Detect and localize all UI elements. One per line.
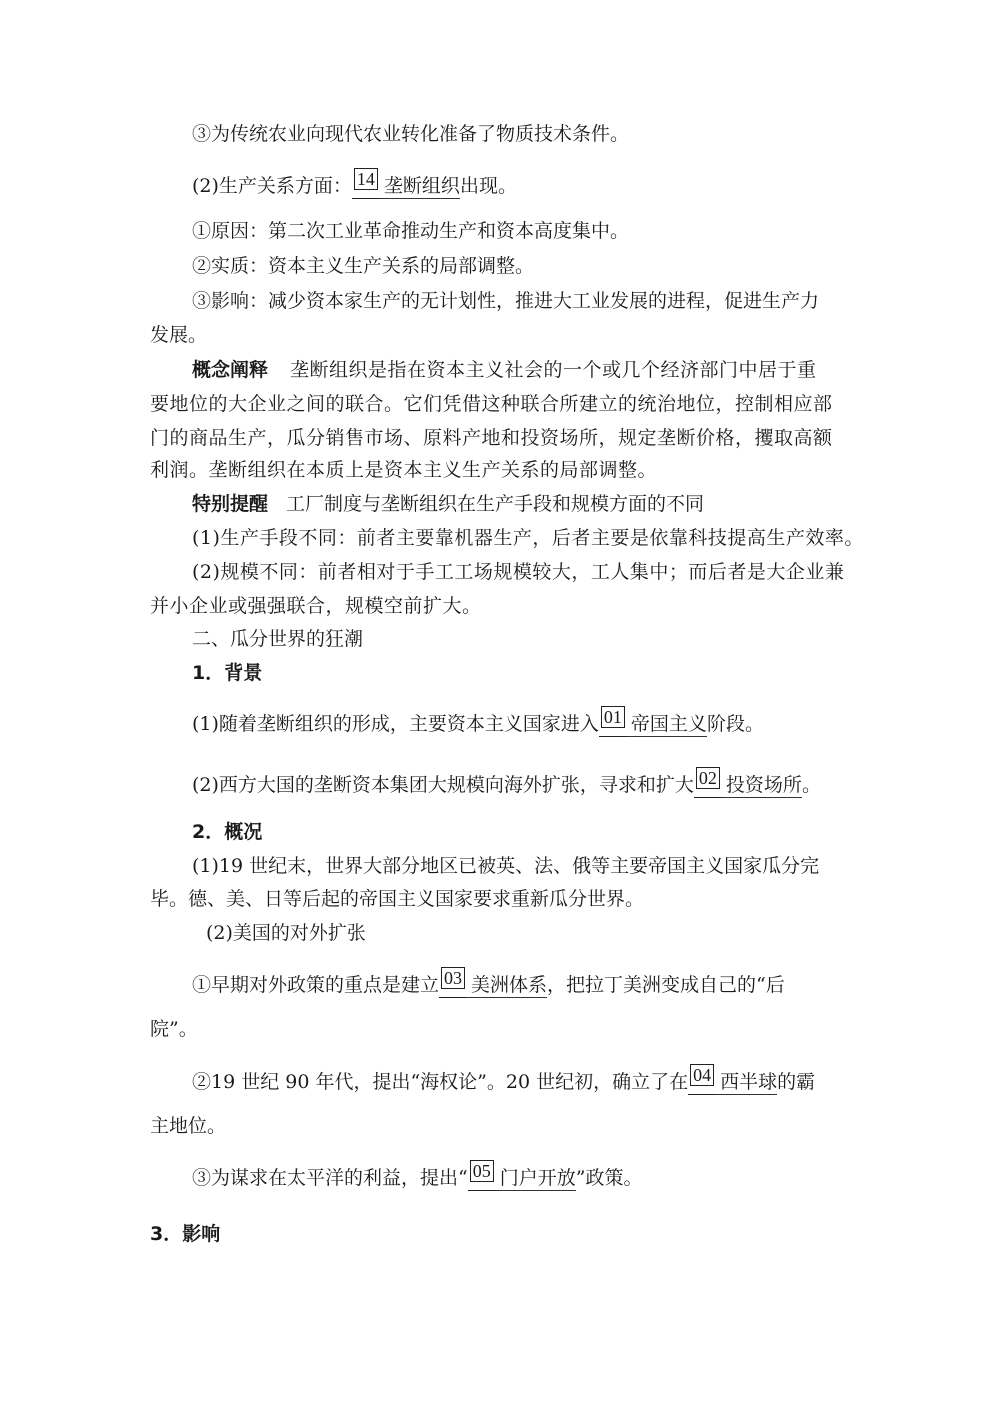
subheading-impact: 3．影响 [150,1223,221,1245]
text-suffix: ”政策。 [575,1167,643,1189]
overview-point-2: (2)美国的对外扩张 [206,922,366,944]
special-reminder [192,492,704,516]
text-prefix: ①早期对外政策的重点是建立 [192,974,440,996]
paragraph-impact: ③影响：减少资本家生产的无计划性，推进大工业发展的进程，促进生产力 [192,290,820,312]
blank-number-box: 05 [470,1160,494,1182]
paragraph-impact-cont: 发展。 [150,324,208,346]
reminder-point-1: (1)生产手段不同：前者主要靠机器生产，后者主要是依靠科技提高生产效率。 [192,527,864,549]
answer-text: 投资场所 [722,773,802,798]
us-expansion-2-cont: 主地位。 [150,1115,227,1137]
reminder-point-2: (2)规模不同：前者相对于手工工场规模较大，工人集中；而后者是大企业兼 [192,561,845,583]
concept-text-line-3: 门的商品生产，瓜分销售市场、原料产地和投资场所，规定垄断价格，攫取高额 [150,427,833,449]
background-point-1 [192,707,764,737]
us-expansion-1 [192,968,785,998]
us-expansion-3 [192,1161,643,1191]
paragraph-cause: ①原因：第二次工业革命推动生产和资本高度集中。 [192,220,630,242]
us-expansion-1-cont: 院”。 [150,1018,198,1040]
subheading-overview: 2．概况 [192,821,263,843]
fill-blank-05 [468,1161,496,1191]
answer-text: 门户开放 [496,1166,576,1191]
blank-number-box: 03 [441,967,465,989]
concept-explanation [192,358,817,382]
fill-blank-14 [352,169,380,199]
text-suffix: ，把拉丁美洲变成自己的“后 [547,974,785,996]
text-suffix: 出现。 [459,175,517,197]
section-heading-2: 二、瓜分世界的狂潮 [192,628,364,650]
concept-text-line-2: 要地位的大企业之间的联合。它们凭借这种联合所建立的统治地位，控制相应部 [150,393,833,415]
paragraph-essence: ②实质：资本主义生产关系的局部调整。 [192,255,535,277]
text-prefix: (2)生产关系方面： [192,175,352,197]
answer-text: 美洲体系 [467,973,547,998]
reminder-point-2-cont: 并小企业或强强联合，规模空前扩大。 [150,595,482,617]
blank-number-box: 04 [690,1064,714,1086]
text-suffix: 阶段。 [706,713,764,735]
answer-text: 西半球 [716,1070,777,1095]
us-expansion-2 [192,1065,816,1095]
text-prefix: (2)西方大国的垄断资本集团大规模向海外扩张，寻求和扩大 [192,774,694,796]
concept-text: 垄断组织是指在资本主义社会的一个或几个经济部门中居于重 [290,359,817,381]
fill-blank-02 [694,768,722,798]
answer-text: 垄断组织 [380,174,460,199]
overview-point-1-cont: 毕。德、美、日等后起的帝国主义国家要求重新瓜分世界。 [150,888,645,910]
overview-point-1: (1)19 世纪末，世界大部分地区已被英、法、俄等主要帝国主义国家瓜分完 [192,855,820,877]
text-prefix: (1)随着垄断组织的形成，主要资本主义国家进入 [192,713,599,735]
paragraph-item-3: ③为传统农业向现代农业转化准备了物质技术条件。 [192,123,630,145]
background-point-2 [192,768,821,798]
fill-blank-04 [688,1065,716,1095]
concept-label: 概念阐释 [192,359,269,381]
blank-number-box: 14 [354,168,378,190]
fill-blank-03 [439,968,467,998]
blank-number-box: 01 [601,706,625,728]
blank-number-box: 02 [696,767,720,789]
paragraph-production-relations [192,169,517,199]
reminder-label: 特别提醒 [192,493,269,515]
answer-text: 帝国主义 [627,712,707,737]
concept-text-line-4: 利润。垄断组织在本质上是资本主义生产关系的局部调整。 [150,459,658,481]
reminder-title: 工厂制度与垄断组织在生产手段和规模方面的不同 [286,493,705,515]
fill-blank-01 [599,707,627,737]
text-prefix: ③为谋求在太平洋的利益，提出“ [192,1167,468,1189]
text-suffix: 的霸 [777,1071,816,1093]
text-prefix: ②19 世纪 90 年代，提出“海权论”。20 世纪初，确立了在 [192,1071,689,1093]
subheading-background: 1．背景 [192,662,263,684]
text-suffix: 。 [801,774,821,796]
